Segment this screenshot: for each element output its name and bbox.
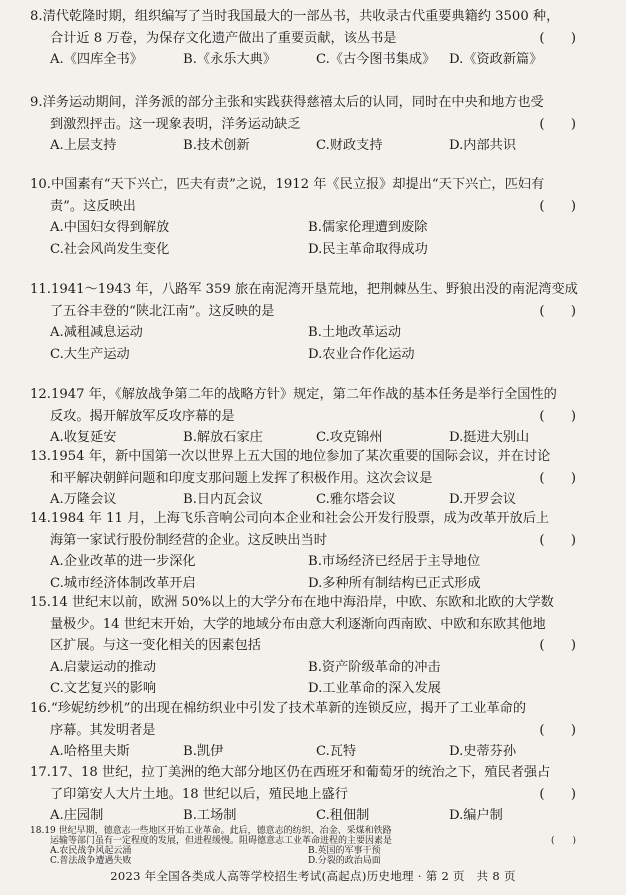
option-c[interactable]: C.社会风尚发生变化 xyxy=(50,241,170,257)
question-16 xyxy=(0,698,626,763)
option-d[interactable]: D.《资政新篇》 xyxy=(449,52,543,68)
stem-line: 反攻。揭开解放军反攻序幕的是 xyxy=(50,408,235,424)
stem-line: 11.1941～1943 年，八路军 359 旅在南泥湾开垦荒地，把荆棘丛生、野狼出没的南泥湾变成 xyxy=(30,282,578,297)
stem-line: 量极少。14 世纪末开始，大学的地域分布由意大利逐渐向西南欧、中欧和东欧其他地 xyxy=(50,616,546,632)
stem-line: 合计近 8 万卷，为保存文化遗产做出了重要贡献，该丛书是 xyxy=(50,30,397,46)
stem-line: 序幕。其发明者是 xyxy=(50,722,156,738)
options xyxy=(0,135,626,157)
stem-line: 18.19 世纪早期，德意志一些地区开始工业革命。此后，德意志的纺织、冶金、采煤和铁路 xyxy=(30,826,392,836)
option-b[interactable]: B.英国的军事干预 xyxy=(308,846,381,856)
answer-blank[interactable]: ( ) xyxy=(539,303,576,319)
question-15 xyxy=(0,592,626,700)
stem-line: 了印第安人大片土地。18 世纪以后，殖民地上盛行 xyxy=(50,786,348,802)
option-a[interactable]: A.减租减息运动 xyxy=(50,325,143,341)
option-c[interactable]: C.攻克锦州 xyxy=(316,430,383,446)
options xyxy=(0,217,626,260)
option-c[interactable]: C.城市经济体制改革开启 xyxy=(50,575,196,591)
option-a[interactable]: A.企业改革的进一步深化 xyxy=(50,554,196,570)
stem-line: 9.洋务运动期间，洋务派的部分主张和实践获得慈禧太后的认同，同时在中央和地方也受 xyxy=(30,95,544,110)
answer-blank[interactable]: ( ) xyxy=(539,470,576,486)
options xyxy=(0,846,626,866)
options xyxy=(0,657,626,700)
question-13 xyxy=(0,446,626,511)
options xyxy=(0,49,626,71)
option-d[interactable]: D.开罗会议 xyxy=(449,492,517,508)
option-d[interactable]: D.农业合作化运动 xyxy=(308,346,415,362)
stem-line: 13.1954 年，新中国第一次以世界上五大国的地位参加了某次重要的国际会议，并在讨论 xyxy=(30,449,551,464)
stem-line: 了五谷丰登的“陕北江南”。这反映的是 xyxy=(50,303,275,319)
stem-line: 14.1984 年 11 月，上海飞乐音响公司向本企业和社会公开发行股票，成为改革开放后上 xyxy=(30,511,550,526)
answer-blank[interactable]: ( ) xyxy=(539,408,576,424)
stem-line: 17.17、18 世纪，拉丁美洲的绝大部分地区仍在西班牙和葡萄牙的统治之下，殖民者强占 xyxy=(30,765,551,780)
option-d[interactable]: D.民主革命取得成功 xyxy=(308,241,428,257)
answer-blank[interactable]: ( ) xyxy=(539,30,576,46)
option-a[interactable]: A.收复延安 xyxy=(50,430,117,446)
stem-line: 海第一家试行股份制经营的企业。这反映出当时 xyxy=(50,532,327,548)
option-c[interactable]: C.《古今图书集成》 xyxy=(316,52,436,68)
option-c[interactable]: C.瓦特 xyxy=(316,744,357,760)
option-b[interactable]: B.市场经济已经居于主导地位 xyxy=(308,554,481,570)
option-d[interactable]: D.分裂的政治局面 xyxy=(308,856,381,866)
option-b[interactable]: B.土地改革运动 xyxy=(308,325,402,341)
answer-blank[interactable]: ( ) xyxy=(539,638,576,654)
option-b[interactable]: B.《永乐大典》 xyxy=(183,52,277,68)
option-a[interactable]: A.哈格里夫斯 xyxy=(50,744,130,760)
option-b[interactable]: B.解放石家庄 xyxy=(183,430,263,446)
question-14 xyxy=(0,508,626,594)
option-a[interactable]: A.启蒙运动的推动 xyxy=(50,659,157,675)
question-11 xyxy=(0,279,626,365)
option-b[interactable]: B.技术创新 xyxy=(183,138,250,154)
page-footer: 2023 年全国各类成人高等学校招生考试(高起点)历史地理 · 第 2 页 共 8 页 xyxy=(110,869,516,883)
option-a[interactable]: A.万隆会议 xyxy=(50,492,117,508)
option-c[interactable]: C.财政支持 xyxy=(316,138,383,154)
stem-line: 15.14 世纪末以前，欧洲 50%以上的大学分布在地中海沿岸，中欧、东欧和北欧的大学数 xyxy=(30,595,554,610)
option-a[interactable]: A.上层支持 xyxy=(50,138,117,154)
answer-blank[interactable]: ( ) xyxy=(539,116,576,132)
stem-line: 16.“珍妮纺纱机”的出现在棉纺织业中引发了技术革新的连锁反应，揭开了工业革命的 xyxy=(30,701,527,716)
option-d[interactable]: D.多种所有制结构已正式形成 xyxy=(308,575,481,591)
option-b[interactable]: B.工场制 xyxy=(183,808,237,824)
question-12 xyxy=(0,384,626,449)
option-a[interactable]: A.中国妇女得到解放 xyxy=(50,220,170,236)
stem-line: 和平解决朝鲜问题和印度支那问题上发挥了积极作用。这次会议是 xyxy=(50,470,433,486)
option-d[interactable]: D.编户制 xyxy=(449,808,503,824)
stem-line: 12.1947 年，《解放战争第二年的战略方针》规定，第二年作战的基本任务是举行全国性的 xyxy=(30,387,557,402)
question-10 xyxy=(0,174,626,260)
option-b[interactable]: B.凯伊 xyxy=(183,744,224,760)
stem-line: 运输等部门虽有一定程度的发展，但进程缓慢。阻碍德意志工业革命进程的主要因素是 xyxy=(50,836,393,846)
option-a[interactable]: A.《四库全书》 xyxy=(50,52,143,68)
option-c[interactable]: C.租佃制 xyxy=(316,808,370,824)
answer-blank[interactable]: ( ) xyxy=(539,532,576,548)
option-a[interactable]: A.庄园制 xyxy=(50,808,104,824)
answer-blank[interactable]: ( ) xyxy=(550,836,576,846)
question-9 xyxy=(0,92,626,157)
stem-line: 责”。这反映出 xyxy=(50,198,136,214)
options xyxy=(0,741,626,763)
option-d[interactable]: D.史蒂芬孙 xyxy=(449,744,517,760)
options xyxy=(0,322,626,365)
option-a[interactable]: A.农民战争风起云涌 xyxy=(50,846,132,856)
stem-line: 8.清代乾隆时期，组织编写了当时我国最大的一部丛书，共收录古代重要典籍约 3500 种， xyxy=(30,9,560,24)
answer-blank[interactable]: ( ) xyxy=(539,198,576,214)
options xyxy=(0,805,626,827)
option-b[interactable]: B.日内瓦会议 xyxy=(183,492,263,508)
option-c[interactable]: C.文艺复兴的影响 xyxy=(50,681,157,697)
answer-blank[interactable]: ( ) xyxy=(539,786,576,802)
option-c[interactable]: C.雅尔塔会议 xyxy=(316,492,396,508)
stem-line: 到激烈抨击。这一现象表明，洋务运动缺乏 xyxy=(50,116,301,132)
question-17 xyxy=(0,762,626,827)
option-d[interactable]: D.挺进大别山 xyxy=(449,430,530,446)
stem-line: 区扩展。与这一变化相关的因素包括 xyxy=(50,638,261,654)
option-c[interactable]: C.普法战争遭遇失败 xyxy=(50,856,132,866)
option-b[interactable]: B.资产阶级革命的冲击 xyxy=(308,659,441,675)
option-d[interactable]: D.内部共识 xyxy=(449,138,517,154)
question-8 xyxy=(0,6,626,71)
question-18 xyxy=(0,826,626,866)
stem-line: 10.中国素有“天下兴亡，匹夫有责”之说，1912 年《民立报》却提出“天下兴亡，匹妇有 xyxy=(30,177,545,192)
options xyxy=(0,551,626,594)
option-b[interactable]: B.儒家伦理遭到废除 xyxy=(308,220,428,236)
answer-blank[interactable]: ( ) xyxy=(539,722,576,738)
option-c[interactable]: C.大生产运动 xyxy=(50,346,130,362)
option-d[interactable]: D.工业革命的深入发展 xyxy=(308,681,441,697)
